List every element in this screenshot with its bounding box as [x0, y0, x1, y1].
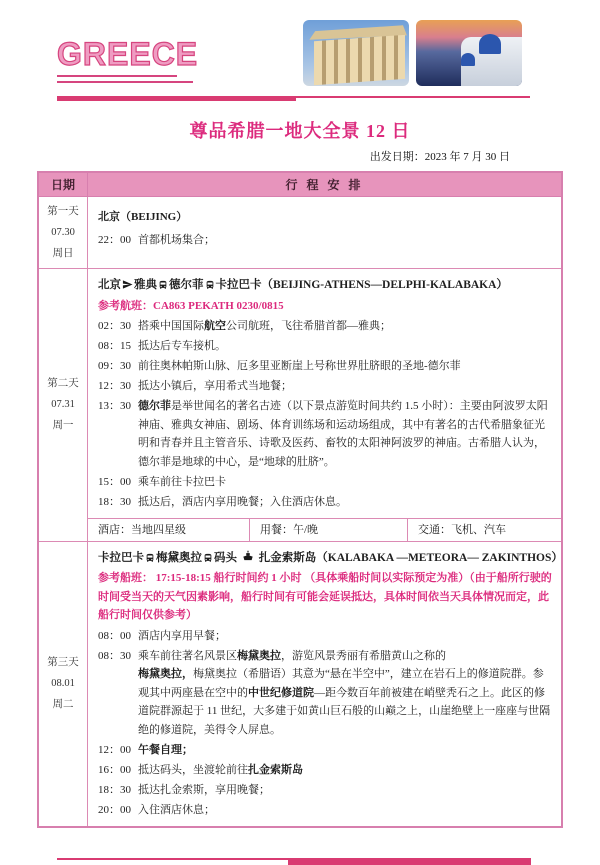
bus-icon: [158, 280, 168, 290]
departure-date: 出发日期：2023 年 7 月 30 日: [369, 151, 510, 163]
santorini-photo: [416, 20, 522, 86]
table-row-day2: [39, 269, 561, 542]
day-weekday: 周一: [52, 420, 74, 432]
entry-text: 首都机场集合；: [138, 233, 215, 246]
navagio-beach-photo: [190, 20, 296, 86]
itinerary-cell-day1: [88, 197, 561, 268]
route-heading: 北京 雅典 德尔菲 卡拉巴卡（BEIJING-ATHENS—DELPHI-KALABAKA）: [98, 279, 508, 291]
bus-icon: [145, 553, 155, 563]
entry-time: 09：30: [98, 360, 131, 372]
itinerary-table: [37, 171, 563, 828]
schedule-entry: [98, 801, 553, 820]
blue-dome: [479, 34, 501, 54]
meals-info: 用餐：午/晚: [250, 519, 408, 541]
bus-icon: [205, 280, 215, 290]
entry-time: 18：30: [98, 495, 131, 508]
greece-logo: GREECE: [57, 36, 199, 72]
entry-time: 15：00: [98, 475, 131, 488]
entry-text: 抵达后专车接机。: [138, 340, 226, 352]
entry-text: 抵达码头，坐渡轮前往扎金索斯岛: [138, 763, 303, 776]
entry-time: 08：15: [98, 340, 131, 352]
day-label: 第一天: [47, 206, 79, 217]
day-weekday: 周二: [52, 699, 74, 710]
entry-time: 13：30: [98, 400, 131, 412]
entry-time: 12：30: [98, 380, 131, 392]
schedule-entry: [98, 473, 553, 492]
entry-time: 08：00: [98, 629, 131, 642]
route-heading: 卡拉巴卡 梅黛奥拉 码头 扎金索斯岛（KALABAKA —METEORA— ZAKINTHOS）: [98, 549, 553, 568]
table-header: [39, 173, 561, 197]
flight-reference: 参考航班：CA863 PEKATH 0230/0815: [98, 299, 284, 312]
schedule-entry: [98, 230, 553, 251]
schedule-entry: [98, 357, 553, 376]
footer-rule: [57, 858, 531, 865]
header: [37, 18, 563, 94]
city-heading: 北京（BEIJING）: [98, 211, 188, 223]
entry-text: 酒店内享用早餐；: [138, 629, 226, 642]
logo-underline-2: [57, 81, 193, 83]
day-weekday: 周日: [52, 248, 74, 259]
schedule-entry: [98, 781, 553, 800]
schedule-entry: [98, 647, 553, 740]
hotel-strip: [88, 518, 561, 541]
entry-time: 02：30: [98, 320, 131, 332]
day-date: 07.30: [51, 227, 75, 238]
entry-time: 20：00: [98, 803, 131, 816]
page-title: 尊品希腊一地大全景 12 日: [189, 121, 411, 141]
ship-reference: 参考船班： 17:15-18:15 船行时间约 1 小时 （具体乘船时间以实际预定为准）（由于船所行驶的时间受当天的天气因素影响，船行时间有可能会延误抵达，具体时间依当天具体情况而定，此船行时间仅供参考）: [98, 572, 552, 621]
schedule-entry: [98, 741, 553, 760]
date-cell-day1: [39, 197, 88, 268]
itinerary-cell-day2: [88, 269, 561, 518]
date-cell-day2: [39, 269, 88, 541]
schedule-entry: [98, 317, 553, 336]
header-rule: [57, 96, 530, 101]
entry-line: 乘车前往著名风景区梅黛奥拉，游览风景秀丽有希腊黄山之称的: [138, 649, 446, 662]
entry-text: 抵达小镇后，享用希式当地餐；: [138, 380, 292, 392]
entry-time: 08：30: [98, 649, 131, 662]
date-cell-day3: [39, 542, 88, 826]
entry-text: 抵达扎金索斯，享用晚餐；: [138, 783, 270, 796]
schedule-entry: [98, 397, 553, 471]
bus-icon: [203, 553, 213, 563]
blue-dome-small: [461, 53, 475, 66]
entry-text: 午餐自理；: [138, 743, 193, 756]
entry-text: 入住酒店休息；: [138, 803, 215, 816]
route-english: （BEIJING-ATHENS—DELPHI-KALABAKA）: [261, 279, 508, 291]
hotel-info: 酒店：当地四星级: [88, 519, 250, 541]
entry-time: 16：00: [98, 763, 131, 776]
route-english: （KALABAKA —METEORA— ZAKINTHOS）: [316, 551, 563, 564]
header-photos: [190, 20, 522, 86]
itinerary-column-header: 行 程 安 排: [285, 178, 364, 192]
day-date: 07.31: [51, 399, 75, 411]
entry-time: 22：00: [98, 233, 131, 246]
entry-text: 搭乘中国国际航空公司航班，飞往希腊首都—雅典；: [138, 320, 391, 332]
day-date: 08.01: [51, 678, 75, 689]
entry-text: 抵达后，酒店内享用晚餐；入住酒店休息。: [138, 495, 347, 508]
logo-underline: [57, 75, 177, 77]
day-label: 第三天: [47, 657, 79, 668]
ship-icon: [241, 549, 255, 563]
parthenon-photo: [303, 20, 409, 86]
entry-time: 18：30: [98, 783, 131, 796]
table-row-day3: [39, 542, 561, 826]
schedule-entry: [98, 761, 553, 780]
transport-info: 交通：飞机、汽车: [418, 523, 506, 536]
schedule-entry: [98, 493, 553, 512]
schedule-entry: [98, 377, 553, 396]
itinerary-cell-day3: [88, 542, 561, 826]
entry-text: 德尔菲是举世闻名的著名古迹（以下景点游览时间共约 1.5 小时）：主要由阿波罗太阳神庙、雅典女神庙、剧场、体育训练场和运动场组成，其中有著名的古代希腊象征光明和青春并且主管音乐、诗歌及医药、畜牧的太阳神阿波罗的神庙。古希腊人认为，德尔菲是地球的中心，是“地球的肚脐”。: [138, 400, 548, 468]
date-column-header: 日期: [39, 173, 88, 196]
plane-icon: [122, 279, 133, 290]
entry-time: 12：00: [98, 743, 131, 756]
schedule-entry: [98, 627, 553, 646]
entry-paragraph: 梅黛奥拉，梅黛奥拉（希腊语）其意为“悬在半空中”，建立在岩石上的修道院群。参观其中两座悬在空中的中世纪修道院—距今数百年前被建在峭壁秃石之上。此区的修道院群源起于 11 世纪，大多建于如黄山巨石般的山巅之上，山崖绝壁上一座座与世隔绝的修道院，美得令人屏息。: [138, 668, 551, 736]
table-row-day1: [39, 197, 561, 269]
entry-text: [138, 647, 553, 740]
day-label: 第二天: [47, 378, 79, 390]
columns: [314, 35, 405, 86]
entry-text: 前往奥林帕斯山脉、厄多里亚断崖上号称世界肚脐眼的圣地-德尔菲: [138, 360, 461, 372]
schedule-entry: [98, 337, 553, 356]
entry-text: 乘车前往卡拉巴卡: [138, 475, 226, 488]
